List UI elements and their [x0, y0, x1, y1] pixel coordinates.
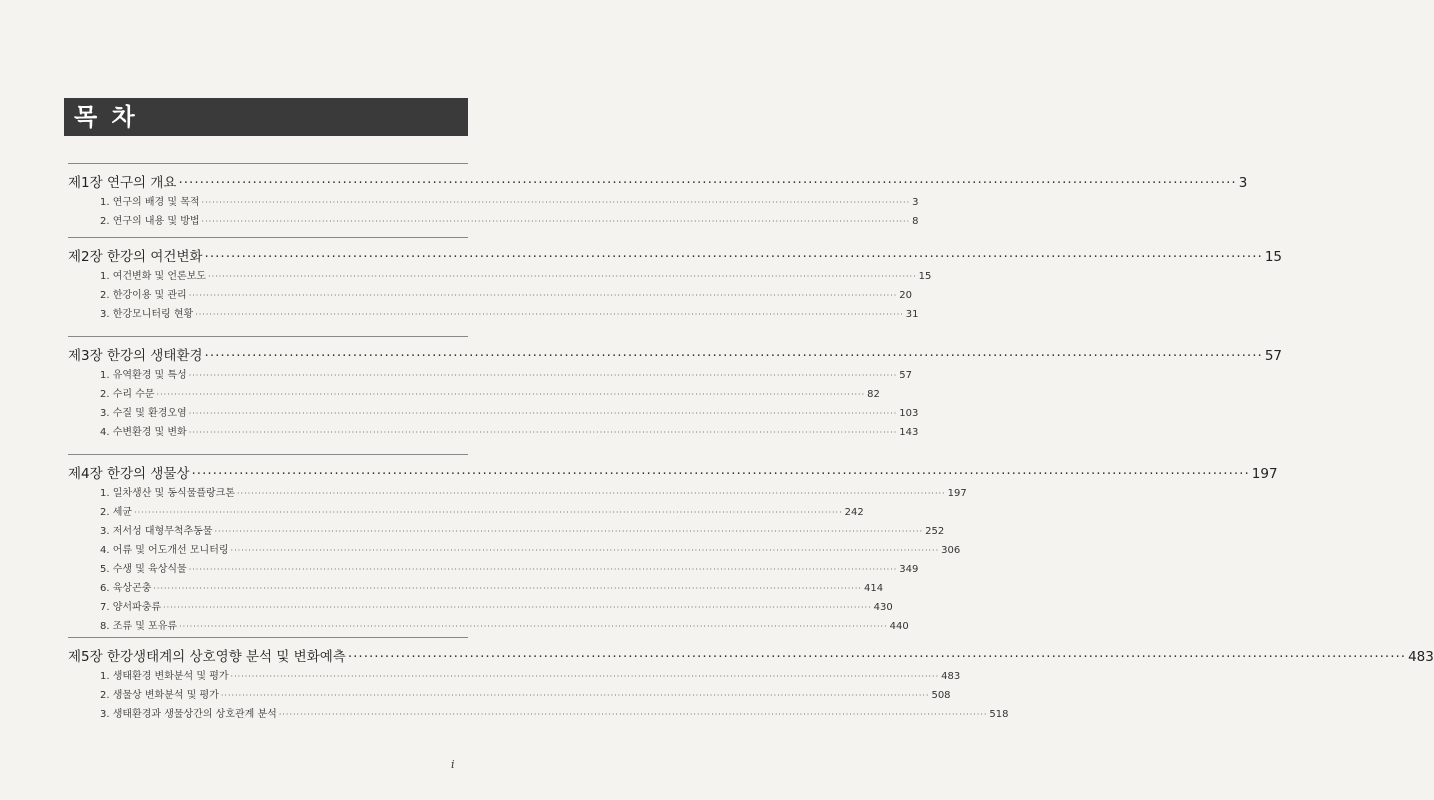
- chapter-divider: [68, 454, 468, 455]
- section-title: 2. 세균: [100, 507, 133, 518]
- chapter-divider: [68, 237, 468, 238]
- chapter-page-number: 15: [1264, 249, 1282, 265]
- section-title: 8. 조류 및 포유류: [100, 621, 178, 632]
- section-title: 1. 여건변화 및 언론보도: [100, 271, 207, 282]
- section-entry[interactable]: [100, 423, 919, 438]
- section-page-number: 518: [989, 709, 1009, 720]
- section-entry[interactable]: [100, 522, 945, 537]
- chapter-page-number: 57: [1264, 348, 1282, 364]
- section-entry[interactable]: [100, 686, 951, 701]
- dot-leader: ········································································································································································································: [156, 390, 866, 399]
- chapter-page-number: 197: [1251, 466, 1278, 482]
- section-entry[interactable]: [100, 484, 967, 499]
- dot-leader: ········································································································································································································: [214, 527, 924, 536]
- section-title: 2. 연구의 내용 및 방법: [100, 216, 200, 227]
- section-page-number: 197: [947, 488, 967, 499]
- section-entry[interactable]: [100, 579, 884, 594]
- section-page-number: 82: [867, 389, 880, 400]
- section-page-number: 414: [863, 583, 884, 594]
- section-title: 2. 한강이용 및 관리: [100, 290, 187, 301]
- dot-leader: ········································································································································································································: [179, 622, 888, 631]
- section-page-number: 3: [912, 197, 919, 208]
- chapter-entry[interactable]: [68, 645, 1434, 665]
- dot-leader: ········································································································································································································: [153, 584, 862, 593]
- section-entry[interactable]: [100, 305, 919, 320]
- section-title: 1. 생태환경 변화분석 및 평가: [100, 671, 229, 682]
- section-page-number: 440: [889, 621, 909, 632]
- dot-leader: ········································································································································································································: [204, 249, 1263, 265]
- chapter-entry[interactable]: [68, 462, 1278, 482]
- chapter-title: 제3장 한강의 생태환경: [68, 348, 203, 364]
- chapter-divider: [68, 637, 468, 638]
- section-page-number: 430: [873, 602, 893, 613]
- section-entry[interactable]: [100, 667, 961, 682]
- dot-leader: ········································································································································································································: [220, 691, 930, 700]
- chapter-entry[interactable]: [68, 245, 1282, 265]
- section-page-number: 242: [844, 507, 864, 518]
- section-page-number: 57: [899, 370, 913, 381]
- chapter-divider: [68, 336, 468, 337]
- chapter-title: 제5장 한강생태계의 상호영향 분석 및 변화예측: [68, 649, 346, 665]
- section-title: 4. 수변환경 및 변화: [100, 427, 187, 438]
- dot-leader: ········································································································································································································: [188, 371, 898, 380]
- section-entry[interactable]: [100, 385, 880, 400]
- section-title: 3. 생태환경과 생물상간의 상호관계 분석: [100, 709, 277, 720]
- chapter-page-number: 483: [1408, 649, 1434, 665]
- section-entry[interactable]: [100, 503, 864, 518]
- dot-leader: ········································································································································································································: [178, 175, 1237, 191]
- section-page-number: 508: [931, 690, 951, 701]
- toc-title: 목 차: [74, 103, 138, 131]
- section-entry[interactable]: [100, 366, 913, 381]
- section-title: 1. 일차생산 및 동식물플랑크톤: [100, 488, 235, 499]
- section-entry[interactable]: [100, 560, 919, 575]
- section-title: 3. 한강모니터링 현황: [100, 309, 194, 320]
- chapter-title: 제1장 연구의 개요: [68, 175, 177, 191]
- section-title: 2. 생물상 변화분석 및 평가: [100, 690, 219, 701]
- section-title: 1. 연구의 배경 및 목적: [100, 197, 200, 208]
- toc-title-bar: [64, 98, 468, 136]
- dot-leader: ········································································································································································································: [188, 565, 898, 574]
- section-entry[interactable]: [100, 705, 1009, 720]
- dot-leader: ········································································································································································································: [188, 291, 898, 300]
- dot-leader: ········································································································································································································: [134, 508, 843, 517]
- dot-leader: ········································································································································································································: [208, 272, 917, 281]
- chapter-divider: [68, 163, 468, 164]
- chapter-entry[interactable]: [68, 171, 1248, 191]
- dot-leader: ········································································································································································································: [204, 348, 1263, 364]
- section-title: 2. 수리 수문: [100, 389, 155, 400]
- dot-leader: ········································································································································································································: [201, 217, 911, 226]
- dot-leader: ········································································································································································································: [278, 710, 988, 719]
- section-title: 3. 수질 및 환경오염: [100, 408, 187, 419]
- chapter-title: 제4장 한강의 생물상: [68, 466, 190, 482]
- section-page-number: 306: [941, 545, 961, 556]
- section-entry[interactable]: [100, 212, 919, 227]
- dot-leader: ········································································································································································································: [195, 310, 904, 319]
- section-page-number: 349: [899, 564, 919, 575]
- dot-leader: ········································································································································································································: [188, 409, 898, 418]
- section-entry[interactable]: [100, 617, 909, 632]
- chapter-entry[interactable]: [68, 344, 1282, 364]
- dot-leader: ········································································································································································································: [163, 603, 872, 612]
- section-page-number: 8: [912, 216, 919, 227]
- dot-leader: ········································································································································································································: [230, 546, 940, 555]
- section-page-number: 103: [899, 408, 919, 419]
- chapter-page-number: 3: [1238, 175, 1248, 191]
- section-title: 7. 양서파충류: [100, 602, 162, 613]
- section-entry[interactable]: [100, 267, 932, 282]
- section-page-number: 252: [925, 526, 945, 537]
- dot-leader: ········································································································································································································: [347, 649, 1407, 665]
- section-entry[interactable]: [100, 598, 893, 613]
- dot-leader: ········································································································································································································: [201, 198, 911, 207]
- section-page-number: 143: [899, 427, 919, 438]
- dot-leader: ········································································································································································································: [230, 672, 940, 681]
- dot-leader: ········································································································································································································: [237, 489, 946, 498]
- section-page-number: 31: [905, 309, 919, 320]
- section-entry[interactable]: [100, 193, 919, 208]
- page-folio: i: [451, 758, 455, 771]
- dot-leader: ········································································································································································································: [191, 466, 1250, 482]
- section-entry[interactable]: [100, 286, 913, 301]
- section-entry[interactable]: [100, 404, 919, 419]
- dot-leader: ········································································································································································································: [188, 428, 898, 437]
- section-page-number: 483: [941, 671, 961, 682]
- section-page-number: 15: [918, 271, 932, 282]
- section-page-number: 20: [899, 290, 913, 301]
- section-title: 5. 수생 및 육상식물: [100, 564, 187, 575]
- chapter-title: 제2장 한강의 여건변화: [68, 249, 203, 265]
- section-title: 1. 유역환경 및 특성: [100, 370, 187, 381]
- section-title: 6. 육상곤충: [100, 583, 152, 594]
- section-entry[interactable]: [100, 541, 961, 556]
- section-title: 4. 어류 및 어도개선 모니터링: [100, 545, 229, 556]
- section-title: 3. 저서성 대형무척추동물: [100, 526, 213, 537]
